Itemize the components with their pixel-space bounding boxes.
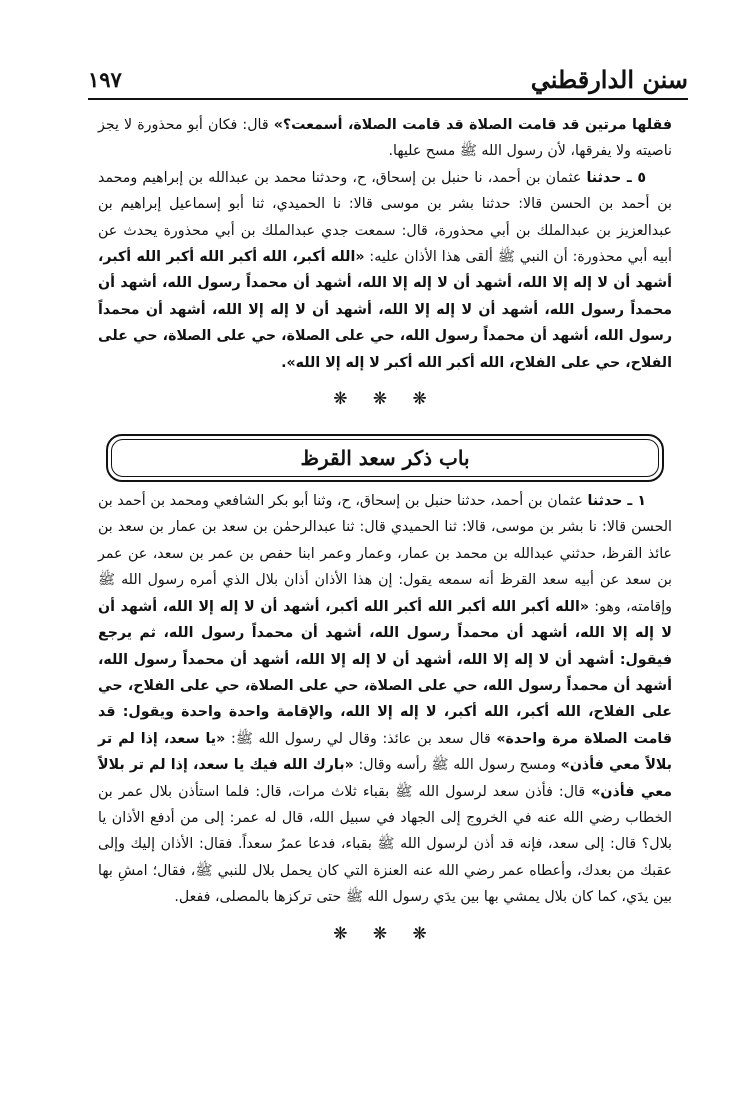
adhan-text: «الله أكبر الله أكبر الله أكبر الله أكبر، أشهد أن لا إله إلا الله، أشهد أن لا إله إلا الله، أشهد أن محمداً رسول الله، أشهد أن محمداً رسول الله، ثم يرجع فيقول: أشهد أن لا إله إلا الله، أشهد أن لا إله إلا الله، أشهد أن محمداً رسول الله، أشهد أن محمداً رسول الله، حي على الصلاة، حي على الصلاة، حي على الفلاح، حي على الفلاح، الله أكبر، الله أكبر، لا إله إلا الله، والإقامة واحدة واحدة ويقول: قد قامت الصلاة مرة واحدة»: [98, 598, 672, 747]
paragraph-continuation: [98, 112, 672, 165]
paragraph-text: قال: فكان أبو محذورة لا يجز ناصيته ولا يفرقها، لأن رسول الله ﷺ مسح عليها.: [98, 117, 672, 160]
hadith-1: [98, 488, 672, 911]
quote-text: «يا سعد، إذا لم تر بلالاً معي فأذن»: [98, 730, 672, 774]
adhan-text: «الله أكبر، الله أكبر الله أكبر الله أكبر، أشهد أن لا إله إلا الله، أشهد أن لا إله إلا الله، أشهد أن محمداً رسول الله، أشهد أن محمداً رسول الله، أشهد أن لا إله إلا الله، أشهد أن لا إله إلا الله، أشهد أن محمداً رسول الله، أشهد أن محمداً رسول الله، حي على الصلاة، حي على الصلاة، حي على الفلاح، حي على الفلاح، الله أكبر الله أكبر لا إله إلا الله».: [98, 249, 672, 371]
narration-text: ومسح رسول الله ﷺ رأسه وقال:: [353, 757, 561, 774]
narration-text: قال سعد بن عائذ: وقال لي رسول الله ﷺ:: [225, 730, 497, 747]
section-divider-ornament: ❋ ❋ ❋: [333, 389, 437, 410]
hadith-5: [98, 165, 672, 376]
bold-phrase: فقلها مرتين قد قامت الصلاة قد قامت الصلاة، أسمعت؟»: [273, 117, 672, 133]
isnad-text: عثمان بن أحمد، نا حنبل بن إسحاق، ح، وحدثنا محمد بن عبدالله بن إبراهيم ومحمد بن أحمد بن الحسن قالا: حدثنا بشر بن موسى قالا: نا الحميدي، ثنا أبو إسماعيل إبراهيم بن عبدالعزيز بن عبدالملك بن أبي محذورة، قال: سمعت جدي عبدالملك بن أبي محذورة يحدث عن أبيه أبي محذورة: أن النبي ﷺ ألقى هذا الأذان عليه:: [98, 169, 672, 266]
narration-text: قال: فأذن سعد لرسول الله ﷺ بقباء ثلاث مرات، قال: فلما استأذن بلال عمر بن الخطاب رضي الله عنه في الخروج إلى الجهاد في سبيل الله، قال له عمر: إلى من أدفع الأذان يا بلال؟ قال: إلى سعد، فإنه قد أذن لرسول الله ﷺ بقباء، فدعا عمرُ سعداً. فقال: الأذان إليك وإلى عقبك من بعدك، وأعطاه عمر رضي الله عنه العنزة التي كان يحمل بلال للنبي ﷺ، فقال؛ امشِ بها بين يدَي، كما كان بلال يمشي بها بين يدَي رسول الله ﷺ حتى تركزها بالمصلى، ففعل.: [98, 783, 672, 906]
running-header: [88, 58, 688, 100]
page-number: ١٩٧: [88, 67, 122, 92]
hadith-number: ٥ ـ حدثنا: [586, 169, 646, 186]
chapter-heading-box: [106, 434, 664, 482]
quote-text: «بارك الله فيك يا سعد، إذا لم تر بلالاً معي فأذن»: [98, 757, 672, 800]
hadith-number: ١ ـ حدثنا: [587, 493, 646, 510]
body-text: [98, 112, 672, 955]
end-divider-ornament: ❋ ❋ ❋: [333, 923, 437, 944]
chapter-title: باب ذكر سعد القرظ: [111, 439, 659, 477]
book-title: سنن الدارقطني: [530, 65, 688, 94]
isnad-text: عثمان بن أحمد، حدثنا حنبل بن إسحاق، ح، وثنا أبو بكر الشافعي ومحمد بن أحمد بن الحسن قالا: نا بشر بن موسى، قالا: ثنا الحميدي قال: ثنا عبدالرحمٰن بن سعد بن عمار بن سعد بن عائذ القرظ، حدثني عبدالله بن محمد بن عمار، وعمار وعمر ابنا حفص بن عمر بن سعد، عن عمر بن سعد عن أبيه سعد القرظ أنه سمعه يقول: إن هذا الأذان أذان بلال الذي أمره رسول الله ﷺ وإقامته، وهو:: [98, 493, 672, 615]
